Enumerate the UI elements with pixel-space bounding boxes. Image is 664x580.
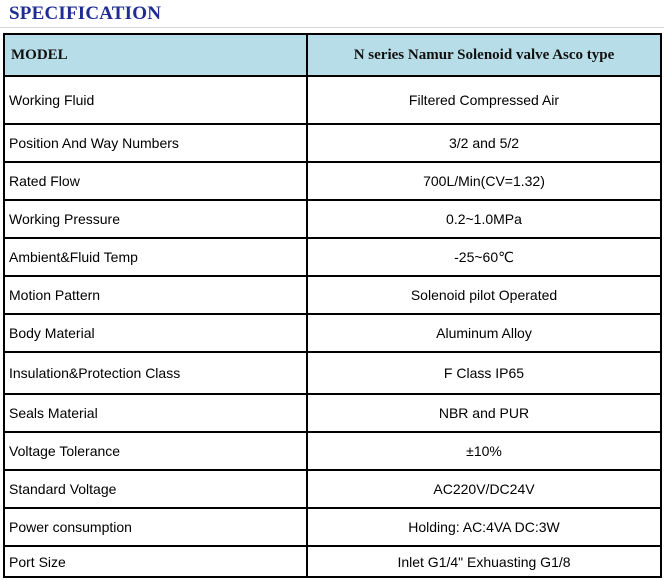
table-row <box>4 546 661 577</box>
table-row <box>4 200 661 238</box>
spec-label: Seals Material <box>4 394 307 432</box>
specification-table <box>3 33 662 578</box>
spec-label: Ambient&Fluid Temp <box>4 238 307 276</box>
spec-label: Rated Flow <box>4 162 307 200</box>
table-row <box>4 276 661 314</box>
spec-label: Working Fluid <box>4 76 307 124</box>
spec-label: Body Material <box>4 314 307 352</box>
table-row <box>4 432 661 470</box>
spec-value: 0.2~1.0MPa <box>307 200 661 238</box>
model-value: N series Namur Solenoid valve Asco type <box>307 34 661 76</box>
table-row <box>4 394 661 432</box>
table-row <box>4 238 661 276</box>
spec-value: Inlet G1/4" Exhuasting G1/8 <box>307 546 661 577</box>
spec-value: F Class IP65 <box>307 352 661 394</box>
spec-value: NBR and PUR <box>307 394 661 432</box>
spec-value: Filtered Compressed Air <box>307 76 661 124</box>
table-row <box>4 508 661 546</box>
spec-value: Solenoid pilot Operated <box>307 276 661 314</box>
spec-label: Insulation&Protection Class <box>4 352 307 394</box>
spec-value: -25~60℃ <box>307 238 661 276</box>
model-label: MODEL <box>4 34 307 76</box>
heading-divider <box>0 27 664 28</box>
spec-value: Holding: AC:4VA DC:3W <box>307 508 661 546</box>
spec-label: Port Size <box>4 546 307 577</box>
table-header-row <box>4 34 661 76</box>
spec-label: Motion Pattern <box>4 276 307 314</box>
spec-label: Standard Voltage <box>4 470 307 508</box>
table-row <box>4 124 661 162</box>
spec-value: 700L/Min(CV=1.32) <box>307 162 661 200</box>
page-title: SPECIFICATION <box>9 3 162 24</box>
spec-value: Aluminum Alloy <box>307 314 661 352</box>
spec-value: AC220V/DC24V <box>307 470 661 508</box>
table-row <box>4 162 661 200</box>
table-row <box>4 470 661 508</box>
spec-label: Position And Way Numbers <box>4 124 307 162</box>
table-row <box>4 76 661 124</box>
table-row <box>4 314 661 352</box>
spec-value: ±10% <box>307 432 661 470</box>
spec-label: Working Pressure <box>4 200 307 238</box>
spec-value: 3/2 and 5/2 <box>307 124 661 162</box>
table-row <box>4 352 661 394</box>
spec-label: Voltage Tolerance <box>4 432 307 470</box>
spec-label: Power consumption <box>4 508 307 546</box>
